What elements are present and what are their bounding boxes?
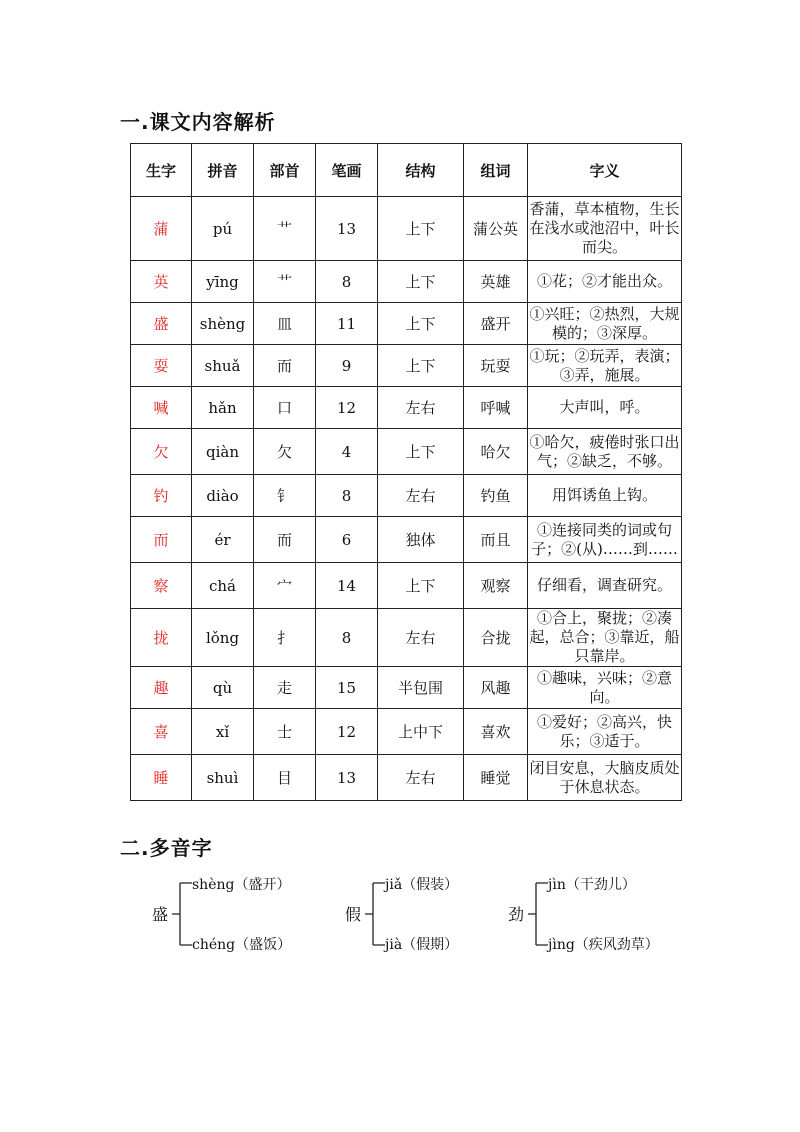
table-cell-pinyin: qù	[192, 667, 254, 709]
table-cell-word: 盛开	[464, 303, 528, 345]
table-cell-radical: 而	[254, 517, 316, 563]
table-row	[131, 709, 682, 755]
table-cell-char: 拢	[131, 609, 192, 667]
table-cell-radical: 艹	[254, 261, 316, 303]
table-cell-char: 喊	[131, 387, 192, 429]
table-cell-word: 哈欠	[464, 429, 528, 475]
table-row	[131, 475, 682, 517]
table-cell-pinyin: shuǎ	[192, 345, 254, 387]
table-cell-word: 而且	[464, 517, 528, 563]
table-cell-pinyin: xǐ	[192, 709, 254, 755]
table-row	[131, 429, 682, 475]
table-cell-meaning: ①兴旺；②热烈，大规模的；③深厚。	[528, 303, 682, 345]
table-cell-char: 喜	[131, 709, 192, 755]
table-cell-pinyin: shuì	[192, 755, 254, 801]
table-cell-meaning: 仔细看，调查研究。	[528, 563, 682, 609]
table-cell-strokes: 6	[316, 517, 378, 563]
table-cell-strokes: 14	[316, 563, 378, 609]
polyphonic-reading: jìn（干劲儿）	[548, 877, 636, 893]
table-cell-strokes: 13	[316, 755, 378, 801]
table-cell-meaning: ①连接同类的词或句子；②(从)……到……	[528, 517, 682, 563]
header-pinyin: 拼音	[192, 144, 254, 197]
table-cell-char: 趣	[131, 667, 192, 709]
header-char: 生字	[131, 144, 192, 197]
table-cell-pinyin: qiàn	[192, 429, 254, 475]
table-cell-char: 钓	[131, 475, 192, 517]
table-cell-meaning: 用饵诱鱼上钩。	[528, 475, 682, 517]
table-cell-strokes: 4	[316, 429, 378, 475]
table-cell-pinyin: hǎn	[192, 387, 254, 429]
table-cell-radical: 走	[254, 667, 316, 709]
table-cell-radical: 而	[254, 345, 316, 387]
table-cell-meaning: ①趣味，兴味；②意向。	[528, 667, 682, 709]
table-cell-radical: 士	[254, 709, 316, 755]
table-cell-word: 蒲公英	[464, 197, 528, 261]
table-row	[131, 197, 682, 261]
table-row	[131, 563, 682, 609]
polyphonic-char: 盛	[152, 905, 169, 924]
polyphonic-reading: jiǎ（假装）	[385, 877, 459, 893]
table-cell-pinyin: chá	[192, 563, 254, 609]
bracket-icon	[363, 868, 387, 958]
table-cell-meaning: ①哈欠，疲倦时张口出气；②缺乏，不够。	[528, 429, 682, 475]
header-radical: 部首	[254, 144, 316, 197]
table-cell-structure: 上下	[378, 563, 464, 609]
section-title-analysis: 一.课文内容解析	[120, 110, 276, 134]
table-cell-strokes: 12	[316, 387, 378, 429]
table-cell-structure: 左右	[378, 387, 464, 429]
table-cell-pinyin: ér	[192, 517, 254, 563]
table-row	[131, 517, 682, 563]
table-cell-char: 而	[131, 517, 192, 563]
table-cell-radical: 宀	[254, 563, 316, 609]
table-cell-word: 睡觉	[464, 755, 528, 801]
table-cell-strokes: 9	[316, 345, 378, 387]
table-cell-word: 喜欢	[464, 709, 528, 755]
polyphonic-char: 劲	[508, 905, 525, 924]
table-row	[131, 755, 682, 801]
table-cell-pinyin: diào	[192, 475, 254, 517]
table-cell-radical: 扌	[254, 609, 316, 667]
table-row	[131, 609, 682, 667]
table-cell-meaning: ①花；②才能出众。	[528, 261, 682, 303]
table-cell-structure: 独体	[378, 517, 464, 563]
table-cell-structure: 半包围	[378, 667, 464, 709]
table-cell-meaning: ①爱好；②高兴，快乐；③适于。	[528, 709, 682, 755]
table-cell-strokes: 8	[316, 609, 378, 667]
table-cell-radical: 欠	[254, 429, 316, 475]
table-cell-strokes: 12	[316, 709, 378, 755]
table-cell-char: 盛	[131, 303, 192, 345]
table-cell-strokes: 8	[316, 261, 378, 303]
table-cell-radical: 艹	[254, 197, 316, 261]
table-cell-structure: 上下	[378, 261, 464, 303]
table-cell-radical: 皿	[254, 303, 316, 345]
table-cell-meaning: ①合上，聚拢；②凑起，总合；③靠近，船只靠岸。	[529, 609, 680, 665]
table-cell-meaning: 大声叫，呼。	[528, 387, 682, 429]
table-cell-strokes: 13	[316, 197, 378, 261]
table-cell-char: 英	[131, 261, 192, 303]
polyphonic-char: 假	[345, 905, 362, 924]
table-cell-word: 合拢	[464, 609, 528, 667]
table-cell-pinyin: yīng	[192, 261, 254, 303]
table-row	[131, 261, 682, 303]
table-cell-meaning: 闭目安息，大脑皮质处于休息状态。	[528, 755, 682, 801]
table-cell-strokes: 15	[316, 667, 378, 709]
polyphonic-reading: jià（假期）	[385, 937, 459, 953]
table-cell-word: 风趣	[464, 667, 528, 709]
table-cell-strokes: 8	[316, 475, 378, 517]
table-cell-char: 耍	[131, 345, 192, 387]
table-cell-structure: 上下	[378, 303, 464, 345]
table-cell-radical: 口	[254, 387, 316, 429]
table-cell-strokes: 11	[316, 303, 378, 345]
polyphonic-reading: chéng（盛饭）	[192, 937, 292, 953]
table-body	[131, 197, 682, 801]
table-cell-structure: 左右	[378, 475, 464, 517]
section-title-polyphonic: 二.多音字	[120, 836, 213, 860]
vocabulary-table	[130, 143, 682, 801]
table-cell-word: 呼喊	[464, 387, 528, 429]
table-cell-word: 观察	[464, 563, 528, 609]
table-cell-structure: 上中下	[378, 709, 464, 755]
table-cell-meaning: 香蒲，草本植物，生长在浅水或池沼中，叶长而尖。	[528, 197, 682, 261]
table-cell-char: 察	[131, 563, 192, 609]
bracket-icon	[170, 868, 194, 958]
polyphonic-reading: jìng（疾风劲草）	[548, 937, 659, 953]
bracket-icon	[526, 868, 550, 958]
header-strokes: 笔画	[316, 144, 378, 197]
table-cell-structure: 左右	[378, 755, 464, 801]
table-cell-pinyin: shèng	[192, 303, 254, 345]
table-cell-radical: 钅	[254, 475, 316, 517]
table-cell-word: 钓鱼	[464, 475, 528, 517]
table-cell-meaning: ①玩；②玩弄，表演；③弄，施展。	[528, 345, 682, 387]
table-cell-word: 英雄	[464, 261, 528, 303]
table-cell-pinyin: lǒng	[192, 609, 254, 667]
table-cell-radical: 目	[254, 755, 316, 801]
table-cell-char: 睡	[131, 755, 192, 801]
table-cell-structure: 上下	[378, 345, 464, 387]
header-word: 组词	[464, 144, 528, 197]
table-cell-word: 玩耍	[464, 345, 528, 387]
table-row	[131, 345, 682, 387]
table-row	[131, 667, 682, 709]
table-cell-pinyin: pú	[192, 197, 254, 261]
table-cell-char: 欠	[131, 429, 192, 475]
header-meaning: 字义	[528, 144, 682, 197]
table-cell-structure: 上下	[378, 197, 464, 261]
table-cell-char: 蒲	[131, 197, 192, 261]
header-structure: 结构	[378, 144, 464, 197]
table-cell-structure: 上下	[378, 429, 464, 475]
table-row	[131, 303, 682, 345]
table-header-row	[131, 144, 682, 197]
table-row	[131, 387, 682, 429]
polyphonic-reading: shèng（盛开）	[192, 877, 291, 893]
table-cell-structure: 左右	[378, 609, 464, 667]
